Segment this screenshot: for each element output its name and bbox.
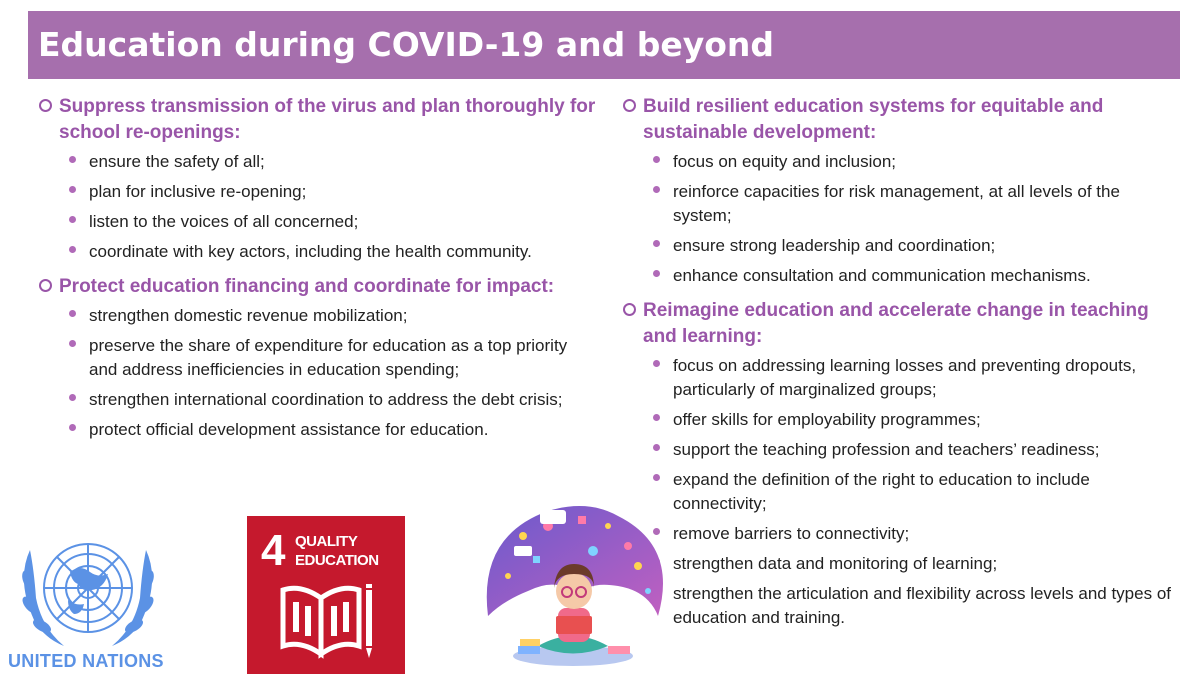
section-suppress-transmission <box>38 94 598 264</box>
section-reimagine-education <box>622 298 1182 630</box>
section-heading: Reimagine education and accelerate change in teaching and learning: <box>643 300 1149 347</box>
section-heading: Suppress transmission of the virus and plan thoroughly for school re-openings: <box>59 96 596 143</box>
bullet-dot-icon <box>653 186 660 193</box>
bullet-dot-icon <box>653 414 660 421</box>
list-item: focus on equity and inclusion; <box>668 150 1182 174</box>
list-item: focus on addressing learning losses and preventing dropouts, particularly of marginalized groups; <box>668 354 1182 402</box>
bullet-dot-icon <box>653 240 660 247</box>
list-item: expand the definition of the right to education to include connectivity; <box>668 468 1182 516</box>
sdg-number: 4 <box>261 526 286 575</box>
bullet-dot-icon <box>69 340 76 347</box>
page-title: Education during COVID-19 and beyond <box>28 11 1180 79</box>
sdg4-quality-education-logo <box>247 516 405 674</box>
list-item: strengthen the articulation and flexibility across levels and types of education and training. <box>668 582 1182 630</box>
list-item: preserve the share of expenditure for education as a top priority and address inefficiencies in education spending; <box>84 334 598 382</box>
list-item: enhance consultation and communication mechanisms. <box>668 264 1182 288</box>
list-item: coordinate with key actors, including the health community. <box>84 240 598 264</box>
list-item: strengthen data and monitoring of learning; <box>668 552 1182 576</box>
bullet-dot-icon <box>69 394 76 401</box>
list-item: listen to the voices of all concerned; <box>84 210 598 234</box>
left-column <box>38 94 598 452</box>
bullet-dot-icon <box>653 444 660 451</box>
section-heading: Protect education financing and coordinate for impact: <box>59 276 555 297</box>
bullet-dot-icon <box>69 310 76 317</box>
list-item: plan for inclusive re-opening; <box>84 180 598 204</box>
hollow-circle-bullet-icon <box>39 99 52 112</box>
bullet-dot-icon <box>653 360 660 367</box>
bullet-dot-icon <box>69 246 76 253</box>
list-item: strengthen international coordination to address the debt crisis; <box>84 388 598 412</box>
list-item: protect official development assistance for education. <box>84 418 598 442</box>
bullet-dot-icon <box>69 424 76 431</box>
hollow-circle-bullet-icon <box>39 279 52 292</box>
hollow-circle-bullet-icon <box>623 99 636 112</box>
list-item: support the teaching profession and teachers’ readiness; <box>668 438 1182 462</box>
list-item: ensure strong leadership and coordination; <box>668 234 1182 258</box>
section-protect-financing <box>38 274 598 442</box>
united-nations-label: UNITED NATIONS <box>8 651 164 671</box>
list-item: offer skills for employability programmes; <box>668 408 1182 432</box>
bullet-dot-icon <box>69 156 76 163</box>
book-pencil-icon <box>277 576 377 666</box>
bullet-dot-icon <box>69 216 76 223</box>
section-resilient-systems <box>622 94 1182 288</box>
girl-reading-illustration <box>478 496 668 671</box>
bullet-dot-icon <box>653 474 660 481</box>
right-column <box>622 94 1182 640</box>
sdg-label: QUALITY EDUCATION <box>295 533 379 569</box>
bullet-dot-icon <box>69 186 76 193</box>
list-item: remove barriers to connectivity; <box>668 522 1182 546</box>
list-item: strengthen domestic revenue mobilization; <box>84 304 598 328</box>
section-heading: Build resilient education systems for equitable and sustainable development: <box>643 96 1104 143</box>
list-item: ensure the safety of all; <box>84 150 598 174</box>
list-item: reinforce capacities for risk management, at all levels of the system; <box>668 180 1182 228</box>
bullet-dot-icon <box>653 270 660 277</box>
bullet-dot-icon <box>653 156 660 163</box>
hollow-circle-bullet-icon <box>623 303 636 316</box>
